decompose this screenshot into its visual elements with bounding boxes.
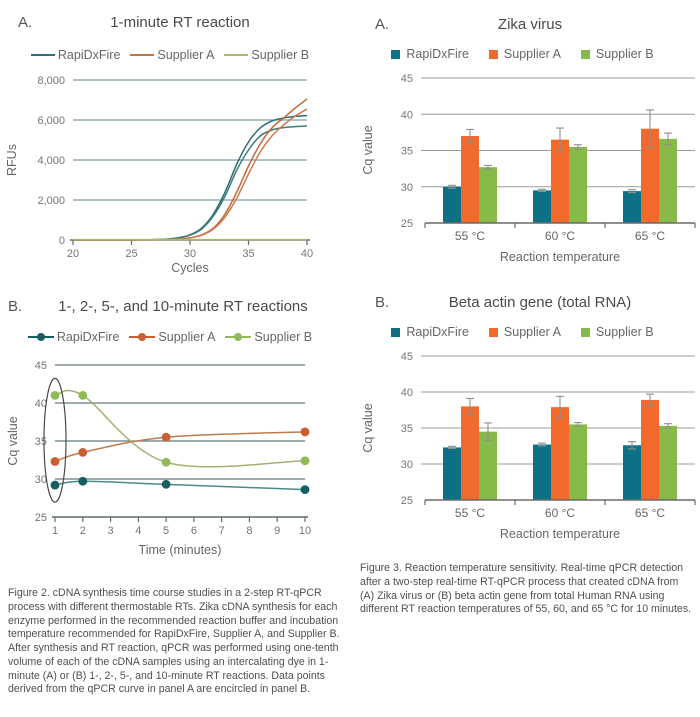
legend-item-rapidxfire [31, 48, 121, 62]
fig2-panelA-label: A. [18, 14, 33, 31]
legend-label: Supplier A [503, 325, 561, 339]
legend-label: Supplier A [503, 47, 561, 61]
y-tick-label: 45 [34, 360, 47, 372]
bar-supplier-a-1 [551, 140, 569, 223]
fig2-panelA-legend [25, 48, 325, 62]
category-label: 55 °C [454, 506, 486, 520]
fig3-panelB-title: Beta actin gene (total RNA) [448, 294, 632, 311]
beta-actin-chart [350, 342, 700, 559]
category-label: 65 °C [634, 506, 666, 520]
bar-supplier-a-0 [461, 136, 479, 223]
bar-rapidxfire-1 [533, 190, 551, 223]
legend-swatch-supplier-b [581, 50, 590, 59]
y-tick-label: 0 [58, 235, 65, 247]
legend-item-supplier-b [581, 47, 654, 61]
x-tick-label: 25 [125, 248, 138, 260]
x-tick-label: 6 [190, 525, 197, 537]
legend-swatch-supplier-a [129, 332, 155, 342]
category-label: 65 °C [634, 229, 666, 243]
x-tick-label: 7 [218, 525, 225, 537]
fig3-panelA-legend [370, 47, 695, 61]
bar-supplier-a-0 [461, 406, 479, 500]
fig2-panelB-legend [25, 330, 325, 344]
legend-label: Supplier B [595, 325, 654, 339]
legend-swatch-supplier-b [224, 54, 248, 56]
rt-1min-chart-svg [0, 66, 345, 292]
legend-item-supplier-a [129, 330, 215, 344]
beta-actin-chart-svg [350, 342, 700, 554]
legend-swatch-rapidxfire [391, 328, 400, 337]
data-point-supplier-b [51, 391, 60, 400]
y-tick-label: 8,000 [37, 75, 65, 87]
legend-label: RapiDxFire [406, 325, 469, 339]
bar-rapidxfire-1 [533, 445, 551, 500]
data-point-supplier-a [162, 433, 171, 442]
legend-item-supplier-b [224, 48, 309, 62]
data-point-supplier-b [162, 458, 171, 467]
fig3-panelA-title: Zika virus [497, 16, 563, 33]
zika-virus-chart [350, 64, 700, 269]
bar-supplier-b-2 [659, 139, 677, 223]
series-line-rapidxfire-replicate-1 [73, 116, 307, 240]
y-tick-label: 45 [400, 73, 413, 85]
legend-label: RapiDxFire [406, 47, 469, 61]
data-point-supplier-a [51, 457, 60, 466]
fig2-panelB-title: 1-, 2-, 5-, and 10-minute RT reactions [58, 298, 308, 315]
bar-supplier-a-2 [641, 400, 659, 500]
rt-1min-chart [0, 66, 345, 297]
x-axis-title: Cycles [171, 261, 209, 275]
x-axis-title: Reaction temperature [499, 250, 621, 264]
legend-item-rapidxfire [391, 325, 469, 339]
y-tick-label: 25 [400, 218, 413, 230]
x-tick-label: 10 [298, 525, 312, 537]
y-tick-label: 35 [400, 423, 413, 435]
series-line-supplier-a [55, 432, 305, 462]
series-line-rapidxfire [55, 481, 305, 489]
x-axis-title: Time (minutes) [138, 543, 222, 557]
data-point-rapidxfire [51, 481, 60, 490]
x-tick-label: 3 [107, 525, 114, 537]
bar-supplier-b-2 [659, 426, 677, 500]
y-tick-label: 40 [400, 387, 413, 399]
legend-item-rapidxfire [391, 47, 469, 61]
series-line-rapidxfire-replicate-2 [73, 126, 307, 240]
data-point-rapidxfire [162, 480, 171, 489]
data-point-supplier-a [78, 448, 87, 457]
y-tick-label: 25 [400, 495, 413, 507]
x-axis-title: Reaction temperature [499, 527, 621, 541]
fig3-panelB-label: B. [375, 294, 390, 311]
data-point-rapidxfire [301, 485, 310, 494]
bar-supplier-a-1 [551, 407, 569, 500]
data-point-supplier-a [301, 427, 310, 436]
legend-swatch-rapidxfire [28, 332, 54, 342]
legend-swatch-supplier-a [489, 50, 498, 59]
figure3-caption: Figure 3. Reaction temperature sensitivity. Real-time qPCR detection after a two-step real-time RT-qPCR process that created cDNA from (A) Zika virus or (B) beta actin gene from total Human RNA using different RT reaction temperatures of 55, 60, and 65 °C for 10 minutes. [360, 562, 692, 616]
x-tick-label: 9 [274, 525, 281, 537]
y-axis-title: RFUs [5, 144, 19, 176]
rt-timecourse-chart-svg [0, 352, 345, 584]
bar-rapidxfire-2 [623, 445, 641, 500]
y-tick-label: 40 [34, 398, 47, 410]
x-tick-label: 2 [79, 525, 86, 537]
y-axis-title: Cq value [361, 403, 375, 453]
legend-swatch-rapidxfire [31, 54, 55, 56]
bar-supplier-b-1 [569, 147, 587, 223]
y-tick-label: 25 [34, 512, 47, 524]
category-label: 60 °C [544, 506, 576, 520]
x-tick-label: 40 [300, 248, 314, 260]
bar-rapidxfire-2 [623, 191, 641, 223]
x-tick-label: 5 [163, 525, 170, 537]
bar-supplier-b-0 [479, 432, 497, 500]
category-label: 55 °C [454, 229, 486, 243]
legend-label: Supplier B [251, 48, 310, 62]
legend-item-supplier-b [225, 330, 312, 344]
legend-item-supplier-a [489, 325, 561, 339]
legend-item-supplier-a [130, 48, 214, 62]
bar-rapidxfire-0 [443, 187, 461, 223]
y-tick-label: 30 [400, 181, 413, 194]
y-tick-label: 4,000 [37, 155, 65, 167]
y-tick-label: 40 [400, 109, 413, 122]
bar-supplier-b-0 [479, 167, 497, 223]
y-tick-label: 2,000 [37, 195, 65, 207]
legend-label: RapiDxFire [56, 330, 120, 344]
data-point-supplier-b [78, 391, 87, 400]
x-tick-label: 8 [246, 525, 253, 537]
legend-item-supplier-a [489, 47, 561, 61]
legend-swatch-supplier-b [225, 332, 251, 342]
fig2-panelA-title: 1-minute RT reaction [110, 14, 250, 31]
x-tick-label: 1 [51, 525, 59, 537]
legend-label: Supplier B [254, 330, 313, 344]
y-tick-label: 30 [34, 474, 47, 486]
legend-swatch-rapidxfire [391, 50, 400, 59]
legend-item-rapidxfire [28, 330, 120, 344]
legend-swatch-supplier-a [130, 54, 154, 56]
bar-rapidxfire-0 [443, 447, 461, 500]
y-tick-label: 45 [400, 351, 413, 363]
legend-label: Supplier B [595, 47, 654, 61]
legend-swatch-supplier-a [489, 328, 498, 337]
legend-label: Supplier A [157, 48, 215, 62]
data-point-supplier-b [301, 456, 310, 465]
data-point-rapidxfire [78, 477, 87, 486]
legend-label: RapiDxFire [57, 48, 121, 62]
figure2-caption: Figure 2. cDNA synthesis time course studies in a 2-step RT-qPCR process with different thermostable RTs. Zika cDNA synthesis for each enzyme performed in the recommended reaction buffer and incubation temperature recommended for RapiDxFire, Supplier A, and Supplier B. After synthesis and RT reaction, qPCR was performed using one-tenth volume of each of the cDNA samples using an intercalating dye in 1-minute (A) or (B) 1-, 2-, 5-, and 10-minute RT reactions. Data points derived from the qPCR curve in panel A are encircled in panel B. [8, 587, 340, 696]
fig3-panelA-label: A. [375, 16, 390, 33]
y-tick-label: 30 [400, 459, 413, 471]
x-tick-label: 20 [66, 248, 80, 260]
fig2-panelB-label: B. [8, 298, 23, 315]
x-tick-label: 30 [183, 248, 197, 260]
y-tick-label: 35 [34, 436, 47, 448]
x-tick-label: 4 [135, 525, 142, 537]
y-axis-title: Cq value [361, 125, 375, 175]
y-axis-title: Cq value [6, 416, 20, 466]
legend-item-supplier-b [581, 325, 654, 339]
bar-supplier-b-1 [569, 424, 587, 500]
y-tick-label: 6,000 [37, 115, 65, 127]
zika-virus-chart-svg [350, 64, 700, 264]
category-label: 60 °C [544, 229, 576, 243]
x-tick-label: 35 [242, 248, 255, 260]
y-tick-label: 35 [400, 145, 413, 158]
rt-timecourse-chart [0, 352, 345, 589]
legend-label: Supplier A [158, 330, 216, 344]
fig3-panelB-legend [370, 325, 695, 339]
legend-swatch-supplier-b [581, 328, 590, 337]
series-line-supplier-b [55, 390, 305, 466]
